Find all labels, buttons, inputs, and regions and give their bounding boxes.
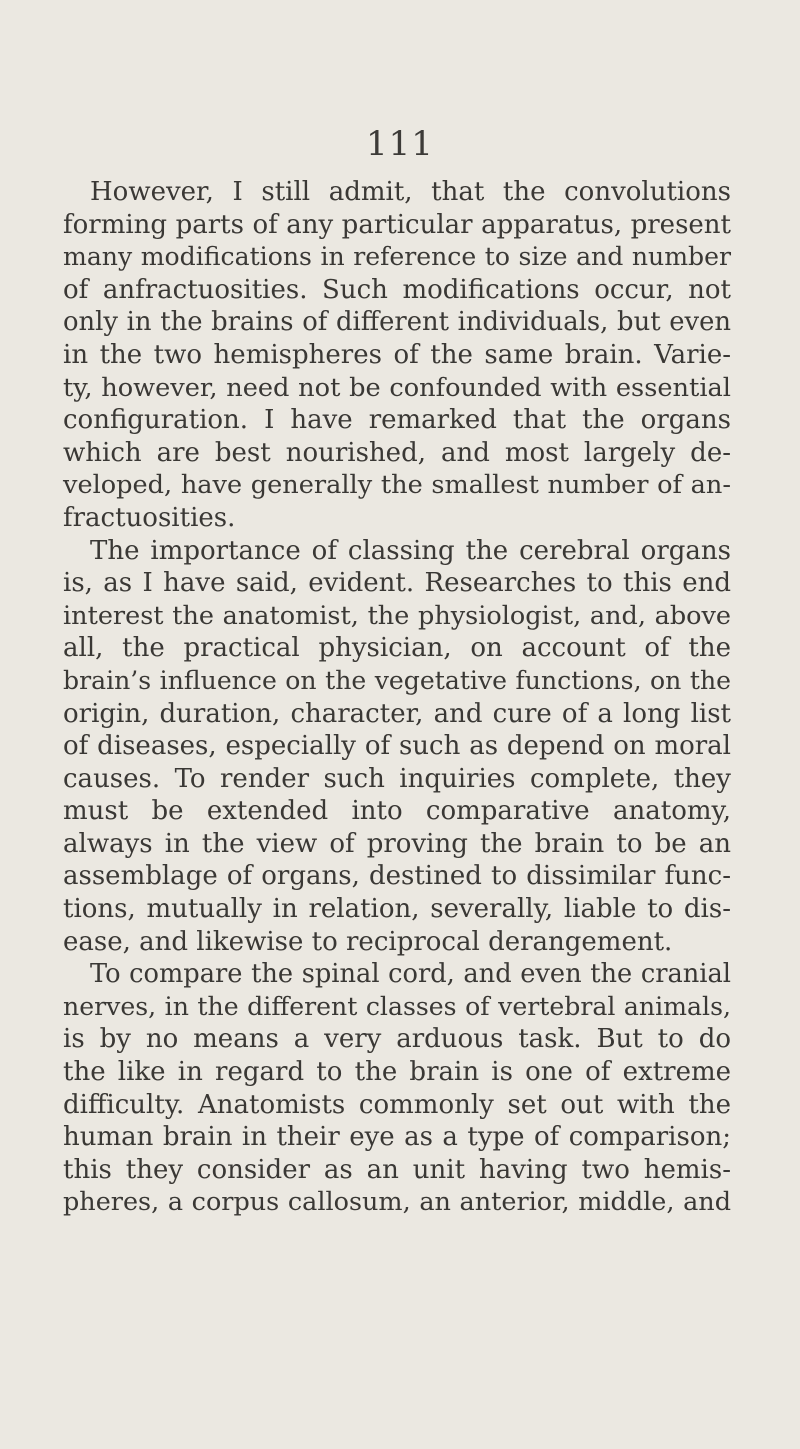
- text-line: origin, duration, character, and cure of a long list: [63, 698, 731, 729]
- text-line: of anfractuosities. Such modifications occur, not: [63, 274, 731, 305]
- text-line: ty, however, need not be confounded with essential: [63, 372, 731, 403]
- paragraph-3: [63, 958, 731, 1219]
- text-line: fractuosities.: [63, 502, 236, 533]
- text-line: always in the view of proving the brain to be an: [63, 828, 731, 859]
- text-line: all, the practical physician, on account of the: [63, 633, 731, 664]
- text-line: this they consider as an unit having two hemis-: [63, 1154, 731, 1185]
- text-line: difficulty. Anatomists commonly set out with the: [63, 1089, 731, 1120]
- text-line: human brain in their eye as a type of comparison;: [63, 1122, 731, 1153]
- text-line: The importance of classing the cerebral organs: [90, 535, 731, 566]
- text-line: in the two hemispheres of the same brain. Varie-: [63, 339, 731, 370]
- text-line: nerves, in the different classes of vertebral animals,: [63, 991, 731, 1021]
- text-line: of diseases, especially of such as depend on moral: [63, 731, 731, 762]
- text-line: ease, and likewise to reciprocal derangement.: [63, 926, 673, 957]
- text-line: tions, mutually in relation, severally, liable to dis-: [63, 894, 731, 925]
- text-line: interest the anatomist, the physiologist, and, above: [63, 600, 731, 631]
- text-line: only in the brains of different individuals, but even: [63, 307, 731, 338]
- text-line: configuration. I have remarked that the organs: [63, 405, 731, 436]
- body-text: [63, 176, 731, 1219]
- text-line: must be extended into comparative anatomy,: [63, 796, 731, 827]
- text-line: causes. To render such inquiries complete, they: [63, 763, 731, 794]
- text-line: pheres, a corpus callosum, an anterior, middle, and: [63, 1187, 731, 1218]
- paragraph-2: [63, 535, 731, 959]
- text-line: brain’s influence on the vegetative functions, on the: [63, 665, 731, 695]
- text-line: forming parts of any particular apparatus, present: [63, 209, 731, 240]
- text-line: assemblage of organs, destined to dissimilar func-: [63, 861, 731, 892]
- paragraph-1: [63, 176, 731, 535]
- text-line: which are best nourished, and most largely de-: [63, 437, 731, 468]
- text-line: However, I still admit, that the convolutions: [90, 177, 731, 207]
- text-line: is by no means a very arduous task. But to do: [63, 1024, 731, 1055]
- text-line: veloped, have generally the smallest number of an-: [63, 470, 731, 501]
- page-number: 111: [366, 124, 434, 164]
- text-line: the like in regard to the brain is one of extreme: [63, 1057, 731, 1088]
- text-line: many modifications in reference to size and number: [63, 242, 731, 272]
- text-line: To compare the spinal cord, and even the cranial: [90, 959, 731, 990]
- text-line: is, as I have said, evident. Researches to this end: [63, 568, 731, 599]
